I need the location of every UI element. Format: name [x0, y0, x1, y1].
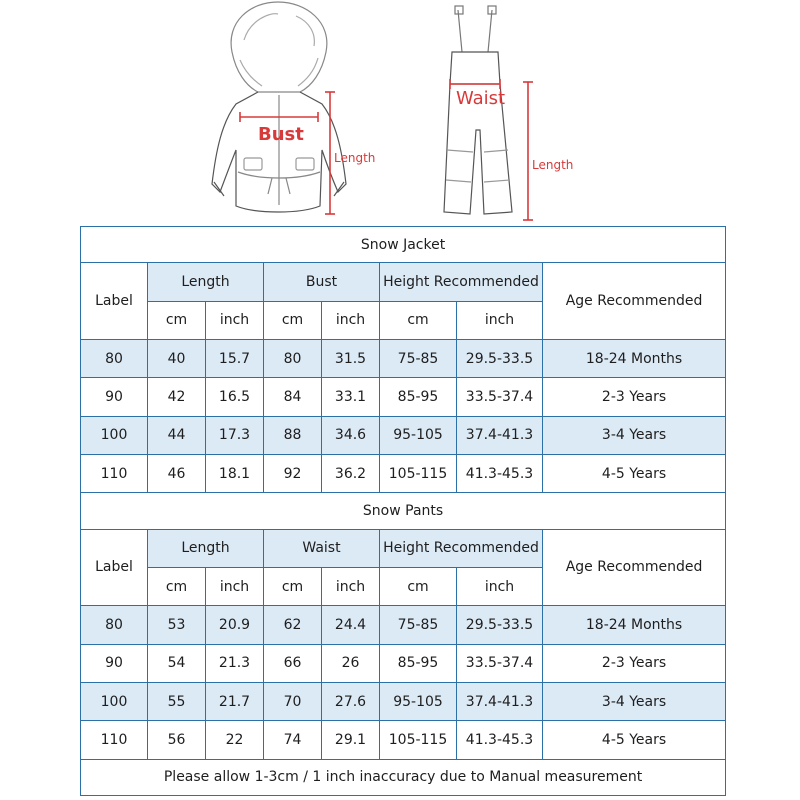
garment-illustration	[0, 0, 800, 225]
table-cell: 29.5-33.5	[457, 339, 543, 377]
table-row	[81, 339, 726, 377]
table-cell: 55	[148, 682, 206, 720]
table-cell: 33.5-37.4	[457, 378, 543, 416]
table-cell: 46	[148, 454, 206, 492]
unit-cell: cm	[264, 301, 322, 339]
unit-cell: inch	[206, 567, 264, 605]
table-cell: 95-105	[380, 416, 457, 454]
table-cell: 92	[264, 454, 322, 492]
table-cell: 41.3-45.3	[457, 454, 543, 492]
table-cell: 37.4-41.3	[457, 416, 543, 454]
table-cell: 62	[264, 606, 322, 644]
table-cell: 75-85	[380, 339, 457, 377]
jacket-table-title: Snow Jacket	[81, 227, 726, 263]
table-cell: 100	[81, 416, 148, 454]
jacket-length-label: Length	[334, 151, 376, 165]
table-row	[81, 416, 726, 454]
table-cell: 80	[81, 606, 148, 644]
jacket-group-height: Height Recommended	[380, 263, 543, 301]
table-row	[81, 682, 726, 720]
table-cell: 75-85	[380, 606, 457, 644]
table-cell: 95-105	[380, 682, 457, 720]
pants-label-header: Label	[81, 529, 148, 606]
table-cell: 110	[81, 721, 148, 759]
table-cell: 21.3	[206, 644, 264, 682]
jacket-age-header: Age Recommended	[543, 263, 726, 340]
table-cell: 80	[81, 339, 148, 377]
table-cell: 18-24 Months	[543, 339, 726, 377]
jacket-hood	[231, 2, 327, 92]
pants-drawing	[444, 6, 512, 214]
measurement-note: Please allow 1-3cm / 1 inch inaccuracy due to Manual measurement	[81, 759, 726, 795]
unit-cell: cm	[380, 301, 457, 339]
pants-length-label: Length	[532, 158, 574, 172]
table-cell: 20.9	[206, 606, 264, 644]
table-cell: 41.3-45.3	[457, 721, 543, 759]
table-cell: 21.7	[206, 682, 264, 720]
table-cell: 18-24 Months	[543, 606, 726, 644]
unit-cell: cm	[264, 567, 322, 605]
table-cell: 4-5 Years	[543, 721, 726, 759]
table-cell: 66	[264, 644, 322, 682]
table-cell: 18.1	[206, 454, 264, 492]
table-cell: 88	[264, 416, 322, 454]
table-cell: 34.6	[322, 416, 380, 454]
table-cell: 36.2	[322, 454, 380, 492]
table-cell: 70	[264, 682, 322, 720]
bust-label: Bust	[258, 124, 304, 145]
table-cell: 42	[148, 378, 206, 416]
table-cell: 37.4-41.3	[457, 682, 543, 720]
table-cell: 110	[81, 454, 148, 492]
table-cell: 24.4	[322, 606, 380, 644]
unit-cell: inch	[206, 301, 264, 339]
table-cell: 33.5-37.4	[457, 644, 543, 682]
pants-group-length: Length	[148, 529, 264, 567]
unit-cell: cm	[380, 567, 457, 605]
table-cell: 2-3 Years	[543, 644, 726, 682]
table-cell: 29.5-33.5	[457, 606, 543, 644]
table-cell: 100	[81, 682, 148, 720]
table-cell: 16.5	[206, 378, 264, 416]
unit-cell: inch	[457, 301, 543, 339]
table-cell: 85-95	[380, 378, 457, 416]
table-cell: 33.1	[322, 378, 380, 416]
jacket-drawing	[212, 2, 346, 212]
table-cell: 80	[264, 339, 322, 377]
table-cell: 56	[148, 721, 206, 759]
table-cell: 2-3 Years	[543, 378, 726, 416]
unit-cell: inch	[322, 567, 380, 605]
table-cell: 17.3	[206, 416, 264, 454]
unit-cell: inch	[457, 567, 543, 605]
table-cell: 4-5 Years	[543, 454, 726, 492]
table-cell: 54	[148, 644, 206, 682]
table-cell: 85-95	[380, 644, 457, 682]
table-cell: 90	[81, 378, 148, 416]
table-cell: 29.1	[322, 721, 380, 759]
table-cell: 22	[206, 721, 264, 759]
jacket-group-bust: Bust	[264, 263, 380, 301]
jacket-group-length: Length	[148, 263, 264, 301]
pants-table-title: Snow Pants	[81, 493, 726, 529]
waist-label: Waist	[456, 88, 506, 109]
table-cell: 90	[81, 644, 148, 682]
table-row	[81, 454, 726, 492]
pants-age-header: Age Recommended	[543, 529, 726, 606]
pants-bib	[450, 52, 500, 84]
table-row	[81, 606, 726, 644]
table-cell: 27.6	[322, 682, 380, 720]
table-cell: 74	[264, 721, 322, 759]
jacket-label-header: Label	[81, 263, 148, 340]
table-cell: 105-115	[380, 454, 457, 492]
pants-group-height: Height Recommended	[380, 529, 543, 567]
unit-cell: cm	[148, 567, 206, 605]
table-cell: 3-4 Years	[543, 682, 726, 720]
table-cell: 31.5	[322, 339, 380, 377]
table-cell: 40	[148, 339, 206, 377]
size-chart-table	[80, 226, 726, 796]
table-cell: 44	[148, 416, 206, 454]
table-row	[81, 721, 726, 759]
table-cell: 26	[322, 644, 380, 682]
table-cell: 105-115	[380, 721, 457, 759]
unit-cell: cm	[148, 301, 206, 339]
table-cell: 84	[264, 378, 322, 416]
size-diagram	[0, 0, 800, 225]
pants-length-measure	[523, 82, 533, 220]
table-cell: 15.7	[206, 339, 264, 377]
table-row	[81, 644, 726, 682]
table-cell: 53	[148, 606, 206, 644]
table-row	[81, 378, 726, 416]
pants-group-waist: Waist	[264, 529, 380, 567]
table-cell: 3-4 Years	[543, 416, 726, 454]
unit-cell: inch	[322, 301, 380, 339]
